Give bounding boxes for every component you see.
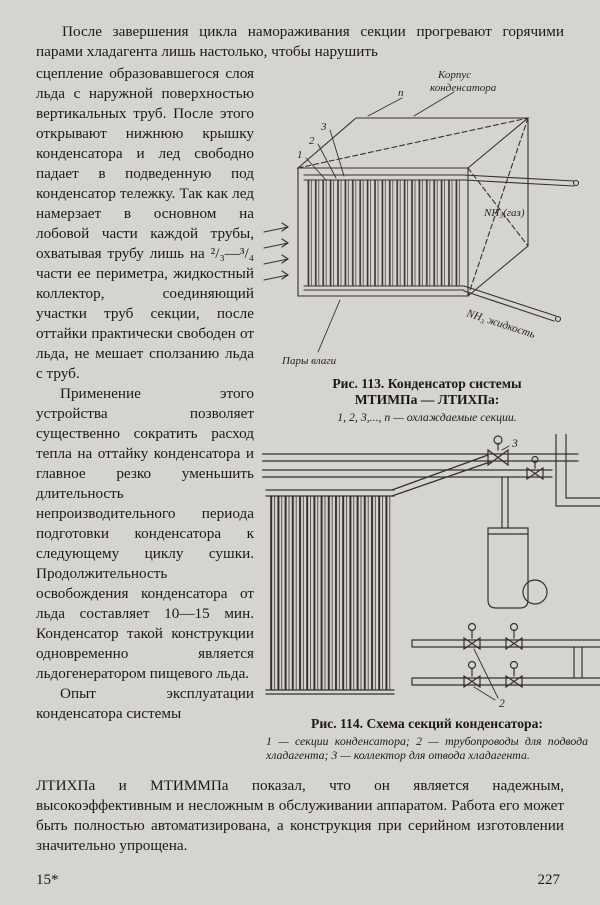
outlet-riser-pipe	[556, 434, 600, 506]
page-footer	[0, 872, 600, 889]
body-paragraph-1: сцепление образовавшегося слоя льда с наружной поверхностью вертикальных труб. После этого открывают нижнюю крышку конденсатора и лед свободно падает в подведенную под конденсатор тележку. Так как лед намерзает в основном на лобовой части каждой трубы, охватывая трубу лишь на ²/₃—³/₄ части ее периметра, жидкостный коллектор, соединяющий участки труб секции, после оттайки практически свободен от льда, не мешает сползанию льда с труб.	[36, 65, 254, 382]
float-chamber	[523, 580, 547, 604]
fig113-label-nh3-liquid: NH₃ жидкость	[465, 307, 537, 341]
bottom-paragraph: ЛТИХПа и МТИММПа показал, что он является надежным, высокоэффективным и несложным в обслуживании аппаратом. Работа его может быть полностью автоматизирована, а конструкция при серийном изготовлении значительно упрощена.	[36, 777, 564, 854]
fig113-label-korpus-line2: конденсатора	[430, 82, 497, 94]
fig113-condenser-drawing	[262, 64, 592, 372]
separator-feed-pipe	[502, 477, 508, 528]
liquid-pipe-end	[556, 317, 561, 322]
two-column-layout	[36, 64, 592, 772]
body-text-column	[36, 64, 254, 772]
figure-113	[262, 64, 592, 424]
tube-bundle	[306, 180, 460, 286]
figures-column	[262, 64, 592, 772]
intro-paragraph: После завершения цикла намораживания секции прогревают горячими парами хладагента лишь настолько, чтобы нарушить	[36, 23, 564, 60]
body-paragraph-3: Опыт эксплуатации конденсатора системы	[36, 685, 254, 722]
radiator-tube-bank	[270, 496, 392, 690]
header-pipe	[304, 175, 464, 180]
fig113-label-n: n	[398, 87, 404, 99]
fig113-label-3: 3	[321, 121, 327, 133]
fig114-label-2: 2	[499, 698, 505, 710]
fig113-label-vapor: Пары влаги	[282, 355, 337, 367]
separator-vessel	[488, 528, 528, 608]
fig113-legend: 1, 2, 3,..., n — охлаждаемые секции.	[337, 410, 517, 424]
fig113-label-korpus-line1: Корпус	[438, 69, 472, 81]
fig114-legend: 1 — секции конденсатора; 2 — трубопроводы для подвода хладагента; 3 — коллектор для отвода хладагента.	[266, 734, 588, 762]
body-paragraph-2: Применение этого устройства позволяет существенно сократить расход тепла на оттайку конденсатора и главное резко уменьшить длительность непроизводительного периода подготовки конденсатора к следующему циклу сушки. Продолжительность освобождения конденсатора от льда составляет 10—15 мин. Конденсатор такой конструкции одновременно является льдогенератором пищевого льда.	[36, 385, 254, 682]
figure-114	[262, 434, 592, 762]
label-leader-lines	[474, 446, 509, 700]
fig113-label-nh3-gas: NH₃(газ)	[484, 207, 525, 219]
fig114-schema-drawing	[262, 434, 600, 712]
figure-113-caption	[262, 376, 592, 424]
figure-114-caption	[262, 716, 592, 762]
fig113-label-2: 2	[309, 135, 315, 147]
right-connector-pipe	[574, 647, 582, 678]
fig113-label-1: 1	[297, 149, 303, 161]
fig114-caption-line: Рис. 114. Схема секций конденсатора:	[311, 716, 543, 731]
page-number: 227	[537, 872, 560, 888]
radiator-bottom-header	[266, 690, 394, 694]
vapor-arrows	[264, 223, 288, 280]
signature-mark: 15*	[36, 872, 59, 888]
fig113-caption-line2: МТИМПа — ЛТИХПа:	[354, 392, 500, 407]
radiator-top-header	[266, 490, 394, 496]
fig113-caption-line1: Рис. 113. Конденсатор системы	[332, 376, 522, 391]
fig114-label-3: 3	[512, 438, 518, 450]
supply-pipe-upper	[262, 454, 578, 461]
liquid-collector	[304, 286, 464, 290]
supply-pipe-lower	[262, 470, 552, 477]
gas-pipe-end	[574, 181, 579, 186]
